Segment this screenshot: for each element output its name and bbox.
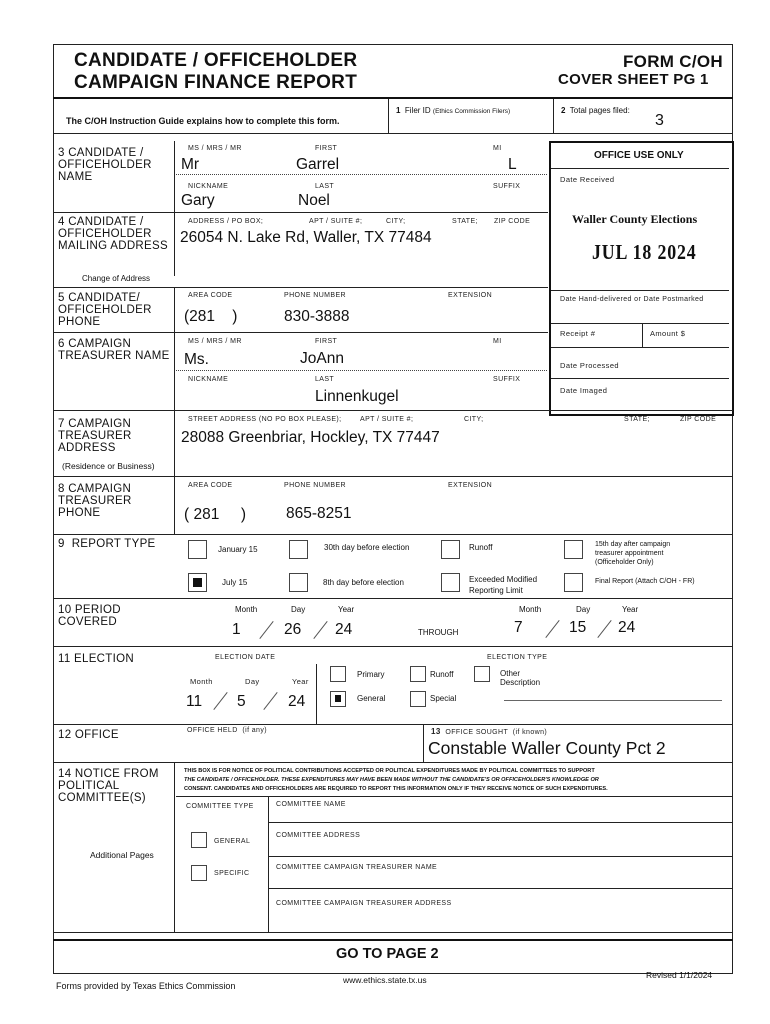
s6-title-value[interactable]: Ms. bbox=[184, 351, 209, 368]
s3-suffix-label: SUFFIX bbox=[493, 183, 521, 190]
s3-nickname-value[interactable]: Gary bbox=[181, 192, 215, 209]
checkbox-other[interactable] bbox=[474, 666, 490, 682]
form-title-line2: CAMPAIGN FINANCE REPORT bbox=[74, 72, 358, 93]
checkbox-15th-day[interactable] bbox=[564, 540, 583, 559]
s6-title: 6 CAMPAIGN TREASURER NAME bbox=[58, 338, 170, 362]
s10-from-year[interactable]: 24 bbox=[335, 621, 353, 638]
checkbox-july-15[interactable] bbox=[188, 573, 207, 592]
s10-from-month[interactable]: 1 bbox=[232, 621, 241, 638]
filer-id-label: 1 Filer ID (Ethics Commission Filers) bbox=[396, 106, 511, 115]
label-july-15: July 15 bbox=[222, 578, 248, 587]
s10-from-day-label: Day bbox=[291, 605, 306, 614]
s5-title: 5 CANDIDATE/ OFFICEHOLDER PHONE bbox=[58, 292, 152, 328]
label-exceeded: Exceeded Modified Reporting Limit bbox=[469, 575, 538, 595]
s7-street-label: STREET ADDRESS (NO PO BOX PLEASE); bbox=[188, 416, 342, 423]
checkbox-8th-day[interactable] bbox=[289, 573, 308, 592]
s8-area-value[interactable]: ( 281 ) bbox=[184, 506, 247, 523]
s10-from-month-label: Month bbox=[235, 605, 258, 614]
revised-date: Revised 1/1/2024 bbox=[646, 970, 713, 980]
amount-label: Amount $ bbox=[650, 329, 686, 338]
committee-address-label: COMMITTEE ADDRESS bbox=[276, 832, 361, 839]
date-imaged-label: Date Imaged bbox=[560, 386, 608, 395]
checkbox-committee-general[interactable] bbox=[191, 832, 207, 848]
checkbox-runoff[interactable] bbox=[441, 540, 460, 559]
s7-state-label: STATE; bbox=[624, 416, 650, 423]
label-8th-day: 8th day before election bbox=[323, 578, 404, 587]
s8-ext-label: EXTENSION bbox=[448, 482, 493, 489]
form-id: FORM C/OH bbox=[623, 52, 723, 71]
s3-last-label: LAST bbox=[315, 183, 335, 190]
s8-title: 8 CAMPAIGN TREASURER PHONE bbox=[58, 483, 132, 519]
label-30th-day: 30th day before election bbox=[324, 543, 410, 552]
s11-month-label: Month bbox=[190, 677, 213, 686]
notice-text: THIS BOX IS FOR NOTICE OF POLITICAL CONTRIBUTIONS ACCEPTED OR POLITICAL EXPENDITURES MADE BY POLITICAL COMMITTEES TO SUPPORT THE CANDIDATE / OFFICEHOLDER. THESE EXPENDITURES MAY HAVE BEEN MADE WITHOUT THE CANDIDATE'S OR OFFICEHOLDER'S KNOWLEDGE OR CONSENT. CANDIDATES AND OFFICEHOLDERS ARE REQUIRED TO REPORT THIS INFORMATION ONLY IF THEY RECEIVE NOTICE OF SUCH EXPENDITURES. bbox=[184, 768, 608, 792]
s7-zip-label: ZIP CODE bbox=[680, 416, 717, 423]
label-general: General bbox=[357, 694, 386, 703]
s4-address-value[interactable]: 26054 N. Lake Rd, Waller, TX 77484 bbox=[180, 229, 432, 246]
s7-apt-label: APT / SUITE #; bbox=[360, 416, 414, 423]
s6-first-label: FIRST bbox=[315, 338, 338, 345]
s11-day-label: Day bbox=[245, 677, 260, 686]
forms-provided: Forms provided by Texas Ethics Commission bbox=[56, 981, 236, 991]
checkbox-january-15[interactable] bbox=[188, 540, 207, 559]
s11-year[interactable]: 24 bbox=[288, 693, 306, 710]
s7-city-label: CITY; bbox=[464, 416, 484, 423]
s5-ext-label: EXTENSION bbox=[448, 292, 493, 299]
s11-day[interactable]: 5 bbox=[237, 693, 246, 710]
s10-title: 10 PERIOD COVERED bbox=[58, 604, 121, 628]
date-processed-label: Date Processed bbox=[560, 361, 619, 370]
election-type-label: ELECTION TYPE bbox=[487, 654, 548, 661]
received-stamp-date: JUL 18 2024 bbox=[592, 240, 697, 264]
s11-title: 11 ELECTION bbox=[58, 653, 134, 665]
s5-phone-value[interactable]: 830-3888 bbox=[284, 308, 350, 325]
s4-address-label: ADDRESS / PO BOX; bbox=[188, 218, 264, 225]
s4-zip-label: ZIP CODE bbox=[494, 218, 531, 225]
checkbox-general-mark bbox=[335, 695, 341, 702]
s4-city-label: CITY; bbox=[386, 218, 406, 225]
label-other: Other Description bbox=[500, 669, 541, 687]
s10-to-month[interactable]: 7 bbox=[514, 619, 523, 636]
s11-year-label: Year bbox=[292, 677, 309, 686]
s10-to-year[interactable]: 24 bbox=[618, 619, 636, 636]
s4-title: 4 CANDIDATE / OFFICEHOLDER MAILING ADDRESS bbox=[58, 216, 168, 252]
s4-apt-label: APT / SUITE #; bbox=[309, 218, 363, 225]
label-special: Special bbox=[430, 694, 457, 703]
s14-title: 14 NOTICE FROM POLITICAL COMMITTEE(S) bbox=[58, 768, 159, 804]
ethics-url[interactable]: www.ethics.state.tx.us bbox=[343, 975, 427, 985]
label-committee-specific: SPECIFIC bbox=[214, 870, 250, 877]
s5-area-label: AREA CODE bbox=[188, 292, 233, 299]
s6-mi-label: MI bbox=[493, 338, 502, 345]
checkbox-primary[interactable] bbox=[330, 666, 346, 682]
s7-title: 7 CAMPAIGN TREASURER ADDRESS bbox=[58, 418, 132, 454]
s10-to-day-label: Day bbox=[576, 605, 591, 614]
checkbox-general[interactable] bbox=[330, 691, 346, 707]
s6-last-label: LAST bbox=[315, 376, 335, 383]
s6-title-label: MS / MRS / MR bbox=[188, 338, 242, 345]
s3-mi-label: MI bbox=[493, 145, 502, 152]
s10-to-day[interactable]: 15 bbox=[569, 619, 587, 636]
s3-title: 3 CANDIDATE / OFFICEHOLDER NAME bbox=[58, 147, 152, 183]
total-pages-label: 2 Total pages filed: bbox=[561, 106, 630, 115]
date-received-label: Date Received bbox=[560, 175, 615, 184]
hand-delivered-label: Date Hand-delivered or Date Postmarked bbox=[560, 296, 704, 303]
s5-area-value[interactable]: (281 ) bbox=[184, 308, 238, 325]
s8-phone-value[interactable]: 865-8251 bbox=[286, 505, 352, 522]
other-description-line[interactable] bbox=[504, 700, 722, 701]
checkbox-special[interactable] bbox=[410, 691, 426, 707]
s9-title: 9 REPORT TYPE bbox=[58, 538, 156, 550]
total-pages-value[interactable]: 3 bbox=[655, 112, 664, 129]
s10-to-month-label: Month bbox=[519, 605, 542, 614]
instruction-text: The C/OH Instruction Guide explains how to complete this form. bbox=[66, 116, 340, 126]
s6-first-value[interactable]: JoAnn bbox=[300, 350, 344, 367]
received-stamp-name: Waller County Elections bbox=[572, 212, 698, 226]
checkbox-committee-specific[interactable] bbox=[191, 865, 207, 881]
additional-pages: Additional Pages bbox=[90, 850, 154, 860]
label-primary: Primary bbox=[357, 670, 385, 679]
checkbox-election-runoff[interactable] bbox=[410, 666, 426, 682]
go-to-page-2[interactable]: GO TO PAGE 2 bbox=[336, 946, 439, 962]
committee-name-label: COMMITTEE NAME bbox=[276, 801, 346, 808]
s3-nickname-label: NICKNAME bbox=[188, 183, 229, 190]
office-sought-label: 13 OFFICE SOUGHT (if known) bbox=[431, 727, 548, 736]
s10-from-day[interactable]: 26 bbox=[284, 621, 302, 638]
office-held-label: OFFICE HELD (if any) bbox=[187, 727, 267, 734]
s6-nickname-label: NICKNAME bbox=[188, 376, 229, 383]
s4-state-label: STATE; bbox=[452, 218, 478, 225]
through-label: THROUGH bbox=[418, 628, 459, 637]
s12-title: 12 OFFICE bbox=[58, 729, 119, 741]
committee-treasurer-address-label: COMMITTEE CAMPAIGN TREASURER ADDRESS bbox=[276, 900, 452, 907]
election-date-label: ELECTION DATE bbox=[215, 654, 276, 661]
s11-month[interactable]: 11 bbox=[186, 693, 203, 710]
checkbox-exceeded[interactable] bbox=[441, 573, 460, 592]
s3-first-label: FIRST bbox=[315, 145, 338, 152]
s6-last-value[interactable]: Linnenkugel bbox=[315, 388, 399, 405]
label-election-runoff: Runoff bbox=[430, 670, 454, 679]
label-january-15: January 15 bbox=[218, 545, 258, 554]
form-page: COVER SHEET PG 1 bbox=[558, 71, 709, 88]
s3-mi-value[interactable]: L bbox=[508, 156, 517, 173]
s3-title-label: MS / MRS / MR bbox=[188, 145, 242, 152]
s10-to-year-label: Year bbox=[622, 605, 639, 614]
s8-area-label: AREA CODE bbox=[188, 482, 233, 489]
committee-treasurer-name-label: COMMITTEE CAMPAIGN TREASURER NAME bbox=[276, 864, 438, 871]
s3-last-value[interactable]: Noel bbox=[298, 192, 330, 209]
label-final-report: Final Report (Attach C/OH - FR) bbox=[595, 578, 695, 585]
label-runoff: Runoff bbox=[469, 543, 493, 552]
checkbox-30th-day[interactable] bbox=[289, 540, 308, 559]
office-sought-value[interactable]: Constable Waller County Pct 2 bbox=[428, 738, 666, 758]
s3-first-value[interactable]: Garrel bbox=[296, 156, 340, 173]
checkbox-final-report[interactable] bbox=[564, 573, 583, 592]
checkbox-july-15-mark bbox=[193, 578, 202, 587]
s5-phone-label: PHONE NUMBER bbox=[284, 292, 346, 299]
label-committee-general: GENERAL bbox=[214, 838, 251, 845]
s7-address-value[interactable]: 28088 Greenbriar, Hockley, TX 77447 bbox=[181, 429, 440, 446]
office-use-title: OFFICE USE ONLY bbox=[594, 150, 684, 161]
s7-note: (Residence or Business) bbox=[62, 461, 155, 471]
s6-suffix-label: SUFFIX bbox=[493, 376, 521, 383]
s10-from-year-label: Year bbox=[338, 605, 355, 614]
s3-title-value[interactable]: Mr bbox=[181, 156, 200, 173]
s8-phone-label: PHONE NUMBER bbox=[284, 482, 346, 489]
receipt-label: Receipt # bbox=[560, 329, 596, 338]
label-15th-day: 15th day after campaign treasurer appointment (Officeholder Only) bbox=[595, 541, 671, 566]
change-of-address[interactable]: Change of Address bbox=[82, 274, 151, 283]
committee-type-label: COMMITTEE TYPE bbox=[186, 803, 254, 810]
form-title-line1: CANDIDATE / OFFICEHOLDER bbox=[74, 50, 358, 71]
